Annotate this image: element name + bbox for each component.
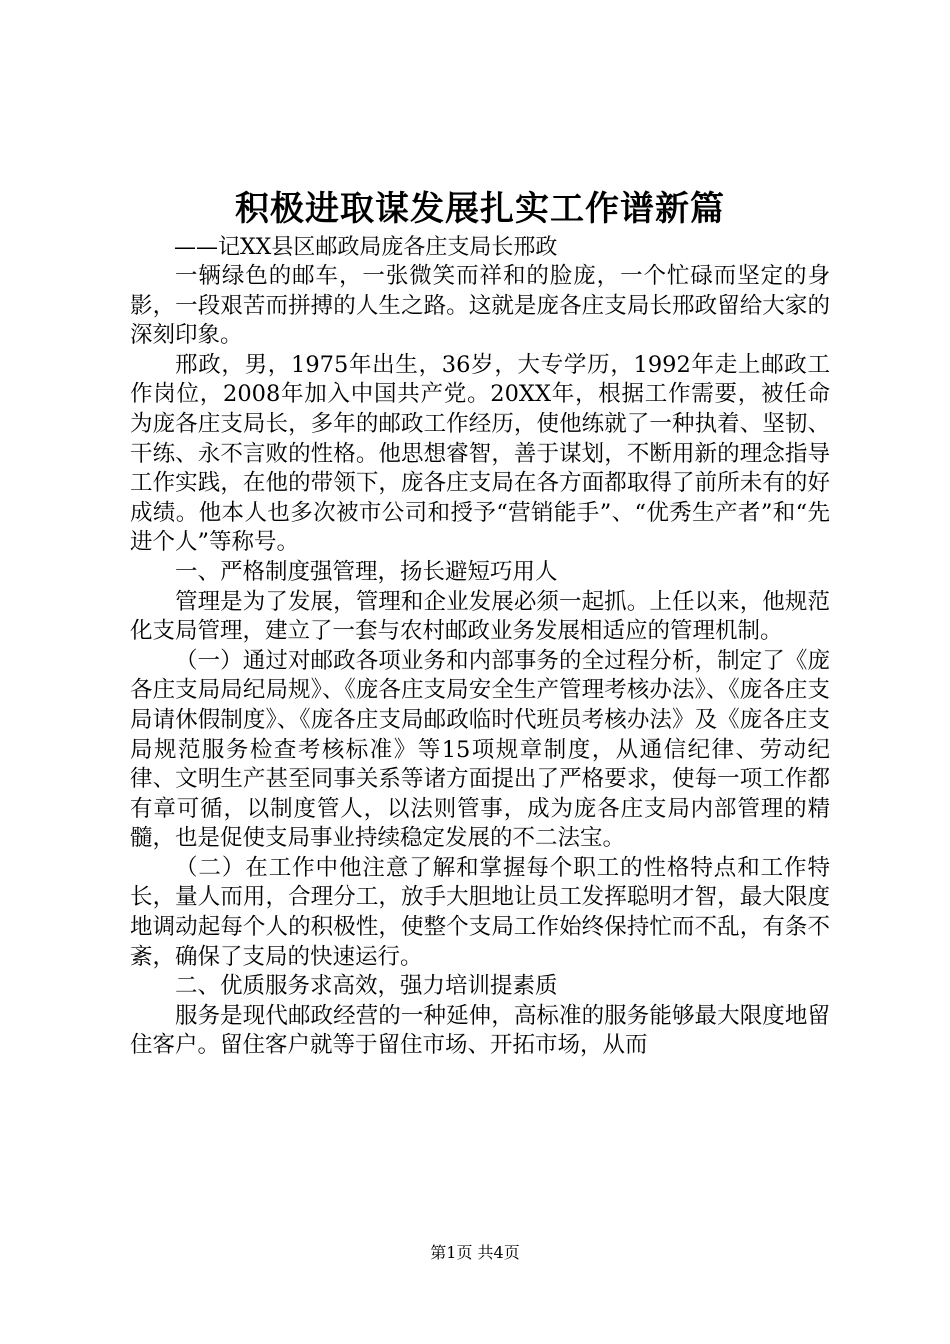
paragraph-section1-intro: 管理是为了发展，管理和企业发展必须一起抓。上任以来，他规范化支局管理，建立了一套与农村邮政业务发展相适应的管理机制。: [130, 588, 830, 645]
section-heading-1: 一、严格制度强管理，扬长避短巧用人: [175, 558, 558, 585]
paragraph-profile: 邢政，男，1975年出生，36岁，大专学历，1992年走上邮政工作岗位，2008年加入中国共产党。20XX年，根据工作需要，被任命为庞各庄支局长，多年的邮政工作经历，使他练就了一种执着、坚韧、干练、永不言败的性格。他思想睿智，善于谋划，不断用新的理念指导工作实践，在他的带领下，庞各庄支局在各方面都取得了前所未有的好成绩。他本人也多次被市公司和授予“营销能手”、“优秀生产者”和“先进个人”等称号。: [130, 351, 830, 556]
document-subtitle: ——记XX县区邮政局庞各庄支局长邢政: [174, 235, 558, 260]
page-footer: 第1页 共4页: [430, 1243, 520, 1262]
paragraph-intro: 一辆绿色的邮车，一张微笑而祥和的脸庞，一个忙碌而坚定的身影，一段艰苦而拼搏的人生之路。这就是庞各庄支局长邢政留给大家的深刻印象。: [130, 263, 830, 349]
document-body: [130, 186, 830, 1061]
paragraph-section2-intro: 服务是现代邮政经营的一种延伸，高标准的服务能够最大限度地留住客户。留住客户就等于留住市场、开拓市场，从而: [130, 1002, 830, 1059]
paragraph-section1-item1: （一）通过对邮政各项业务和内部事务的全过程分析，制定了《庞各庄支局局纪局规》、《庞各庄支局安全生产管理考核办法》、《庞各庄支局请休假制度》、《庞各庄支局邮政临时代班员考核办法》及《庞各庄支局规范服务检查考核标准》等15项规章制度，从通信纪律、劳动纪律、文明生产甚至同事关系等诸方面提出了严格要求，使每一项工作都有章可循，以制度管人，以法则管事，成为庞各庄支局内部管理的精髓，也是促使支局事业持续稳定发展的不二法宝。: [130, 647, 830, 852]
document-title: 积极进取谋发展扎实工作谱新篇: [235, 189, 725, 229]
paragraph-section1-item2: （二）在工作中他注意了解和掌握每个职工的性格特点和工作特长，量人而用，合理分工，放手大胆地让员工发挥聪明才智，最大限度地调动起每个人的积极性，使整个支局工作始终保持忙而不乱，有条不紊，确保了支局的快速运行。: [130, 854, 830, 970]
section-heading-2: 二、优质服务求高效，强力培训提素质: [175, 973, 558, 1000]
